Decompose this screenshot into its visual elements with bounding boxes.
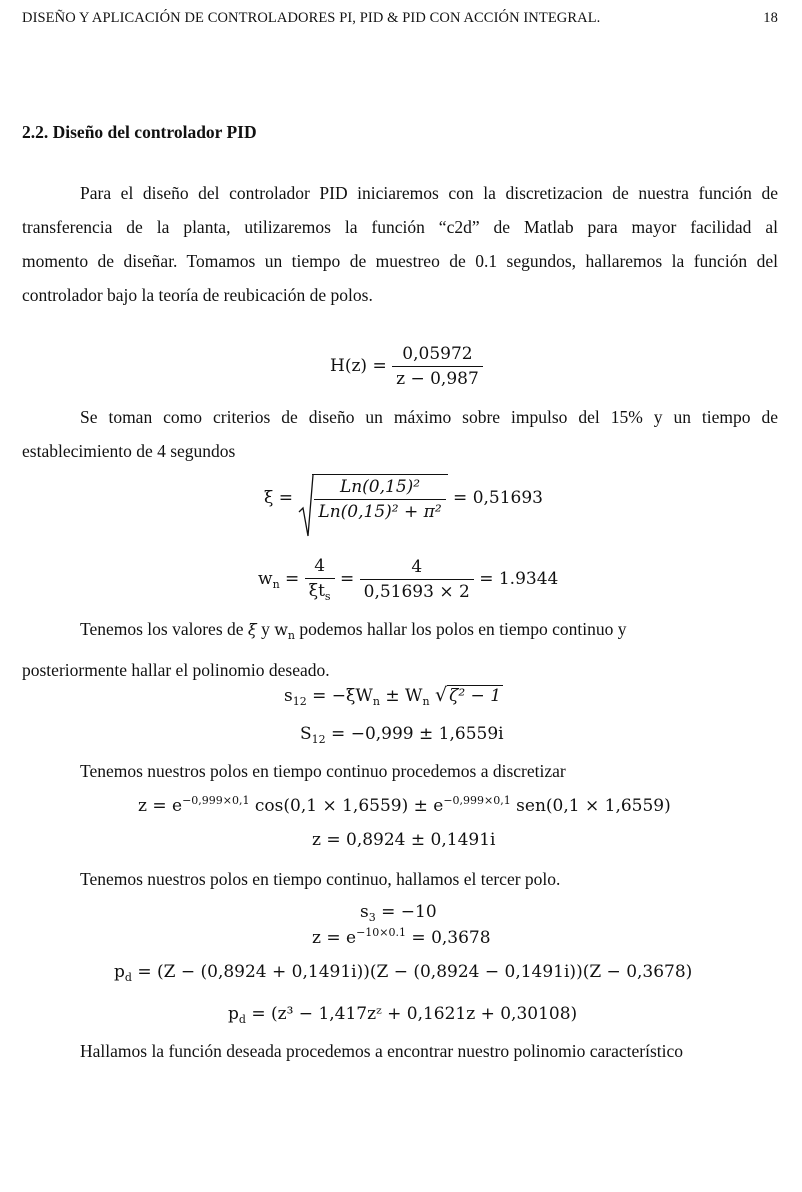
- radicand: ζ² − 1: [449, 686, 502, 706]
- text-line: controlador bajo la teoría de reubicación de polos.: [22, 285, 373, 305]
- equation-damping-ratio: [264, 474, 543, 522]
- equation-transfer-function: [330, 344, 483, 389]
- page-number: 18: [763, 10, 778, 26]
- eq-rhs: (z³ − 1,417zᶻ + 0,1621z + 0,30108): [271, 1004, 578, 1024]
- eq-part: cos(0,1 × 1,6559) ± e: [249, 796, 444, 816]
- eq-rhs: (Z − (0,8924 + 0,1491i))(Z − (0,8924 − 0,1491i))(Z − 0,3678): [157, 962, 693, 982]
- text-fragment: podemos hallar los polos en tiempo continuo y: [299, 619, 627, 639]
- numerator: 4: [314, 556, 326, 576]
- eq-lhs: ξ =: [264, 488, 294, 508]
- exponent: −0,999×0,1: [443, 794, 511, 807]
- text-fragment: Tenemos los valores de: [80, 619, 244, 639]
- header-title: DISEÑO Y APLICACIÓN DE CONTROLADORES PI, PID & PID CON ACCIÓN INTEGRAL.: [22, 10, 601, 26]
- eq-part: sen(0,1 × 1,6559): [510, 796, 671, 816]
- numerator: 0,05972: [402, 344, 473, 364]
- equation-desired-polynomial-factored: [114, 962, 692, 984]
- numerator: 4: [411, 557, 423, 577]
- xi-symbol: ξ: [247, 620, 257, 639]
- text-line: momento de diseñar. Tomamos un tiempo de muestreo de 0.1 segundos, hallaremos la función del: [22, 251, 778, 271]
- fraction: [305, 556, 335, 603]
- paragraph-criteria: [22, 400, 778, 468]
- text-fragment: y: [261, 619, 270, 639]
- eq-lhs: $s_{12} = -\xi W_n \pm W_n$: [284, 686, 430, 708]
- paragraph-discretize: Tenemos nuestros polos en tiempo continuo procedemos a discretizar: [80, 761, 566, 781]
- equals-sign: =: [339, 569, 355, 589]
- text-line: transferencia de la planta, utilizaremos la función “c2d” de Matlab para mayor facilidad al: [22, 217, 778, 237]
- text-line: Para el diseño del controlador PID iniciaremos con la discretizacion de nuestra función de: [80, 183, 778, 203]
- text-line: [22, 619, 627, 642]
- paragraph-third-pole: Tenemos nuestros polos en tiempo continuo, hallamos el tercer polo.: [80, 869, 561, 889]
- radical-sign-icon: [298, 474, 314, 538]
- equation-discrete-poles: [138, 794, 671, 816]
- eq-part: = 0,3678: [406, 928, 491, 948]
- denominator: Ln(0,15)² + π²: [314, 499, 445, 522]
- square-root: [298, 474, 447, 522]
- equation-third-pole-discrete: [312, 926, 491, 948]
- fraction: [314, 477, 445, 522]
- text-line: establecimiento de 4 segundos: [22, 441, 236, 461]
- text-line: posteriormente hallar el polinomio deseado.: [22, 660, 330, 680]
- paragraph-poles: [22, 612, 778, 687]
- fraction: [392, 344, 483, 389]
- text-line: Se toman como criterios de diseño un máximo sobre impulso del 15% y un tiempo de: [80, 407, 778, 427]
- denominator: z − 0,987: [392, 366, 483, 389]
- fraction: [360, 557, 474, 602]
- wn-symbol: $w_n$: [274, 620, 296, 642]
- equation-desired-polynomial: [228, 1004, 577, 1026]
- exponent: −0,999×0,1: [182, 794, 250, 807]
- eq-rhs: = 1.9344: [479, 569, 559, 589]
- eq-lhs: $p_d$ =: [114, 962, 157, 984]
- exponent: −10×0.1: [356, 926, 407, 939]
- eq-rhs: = 0,51693: [453, 488, 543, 508]
- eq-part: z = e: [312, 928, 357, 948]
- eq-lhs: $p_d$ =: [228, 1004, 271, 1026]
- numerator: Ln(0,15)²: [339, 477, 421, 497]
- equation-natural-frequency: [258, 556, 558, 603]
- radical-sign-icon: √: [435, 684, 448, 706]
- equation-discrete-poles-value: z = 0,8924 ± 0,1491i: [312, 830, 496, 850]
- equation-third-pole: $s_3 = -10$: [360, 902, 437, 924]
- denominator: $\xi t_s$: [305, 578, 335, 603]
- eq-lhs: H(z) =: [330, 356, 387, 376]
- running-header: [22, 10, 778, 27]
- paragraph-characteristic: Hallamos la función deseada procedemos a encontrar nuestro polinomio característico: [80, 1041, 684, 1061]
- paragraph-intro: [22, 176, 778, 312]
- eq-part: z = e: [138, 796, 183, 816]
- equation-continuous-poles-value: $S_{12} = -0,999 \pm 1,6559i$: [300, 724, 504, 746]
- denominator: 0,51693 × 2: [360, 579, 474, 602]
- equation-continuous-poles: [284, 684, 503, 708]
- eq-lhs: $w_n$ =: [258, 569, 300, 591]
- section-title: 2.2. Diseño del controlador PID: [22, 122, 257, 142]
